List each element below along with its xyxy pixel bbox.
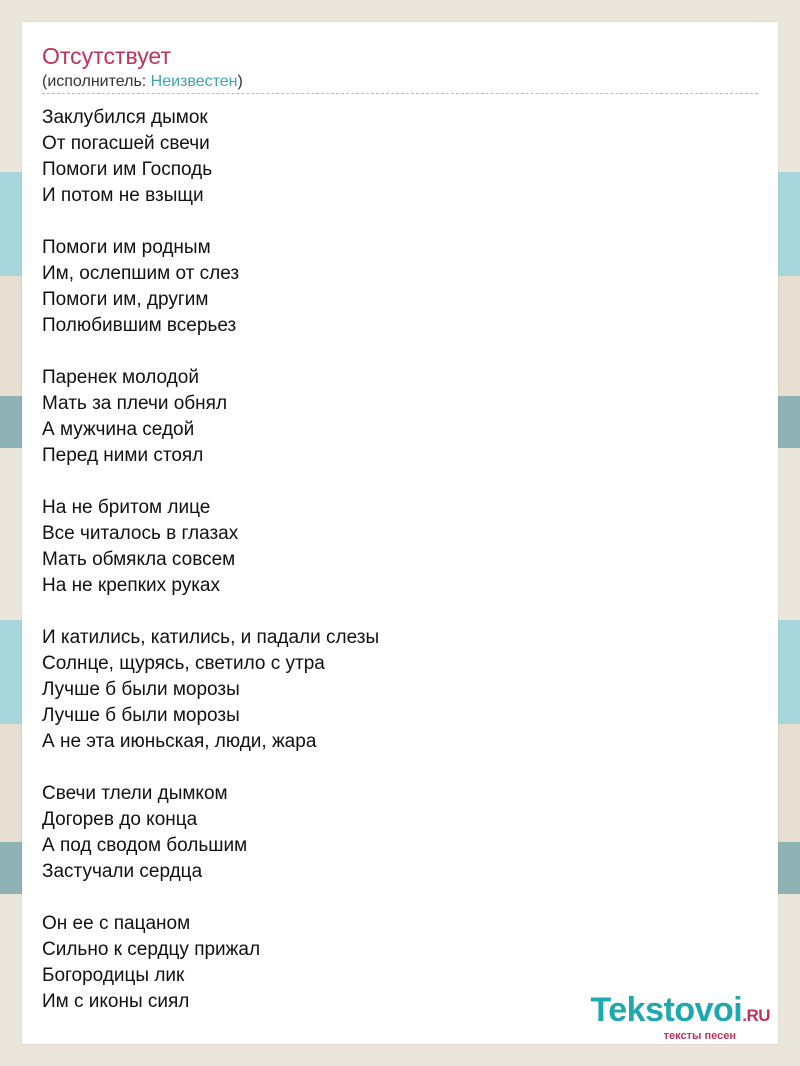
lyrics-line: Солнце, щурясь, светило с утра [42,653,325,674]
logo-tld: .RU [742,1006,770,1025]
lyrics-line: Все читалось в глазах [42,523,239,544]
lyrics-stanza [42,105,742,209]
artist-suffix: ) [237,73,243,90]
artist-prefix: (исполнитель: [42,73,151,90]
song-title: Отсутствует [42,43,171,69]
lyrics-line: Лучше б были морозы [42,679,240,700]
lyrics-line: А мужчина седой [42,419,195,440]
lyrics-line: Перед ними стоял [42,445,204,466]
lyrics-line: Помоги им, другим [42,289,209,310]
lyrics-stanza [42,781,742,885]
lyrics-line: От погасшей свечи [42,133,210,154]
lyrics-text [42,105,742,1041]
lyrics-line: Им с иконы сиял [42,991,190,1012]
lyrics-line: Помоги им Господь [42,159,213,180]
lyrics-line: Богородицы лик [42,965,185,986]
lyrics-line: Помоги им родным [42,237,211,258]
lyrics-line: Сильно к сердцу прижал [42,939,261,960]
lyrics-line: Полюбившим всерьез [42,315,237,336]
lyrics-line: Мать за плечи обнял [42,393,228,414]
lyrics-line: Лучше б были морозы [42,705,240,726]
lyrics-line: Он ее с пацаном [42,913,191,934]
site-logo[interactable] [591,992,770,1042]
lyrics-line: И потом не взыщи [42,185,204,206]
lyrics-line: А под сводом большим [42,835,248,856]
lyrics-line: И катились, катились, и падали слезы [42,627,380,648]
lyrics-line: На не бритом лице [42,497,211,518]
lyrics-line: Им, ослепшим от слез [42,263,240,284]
lyrics-line: Заклубился дымок [42,107,208,128]
logo-name: Tekstovoi [590,991,743,1029]
lyrics-stanza [42,365,742,469]
lyrics-line: Паренек молодой [42,367,199,388]
lyrics-card [22,22,778,1044]
title-divider [42,93,758,94]
artist-line [42,72,243,92]
lyrics-stanza [42,235,742,339]
logo-tagline: тексты песен [663,1030,736,1042]
lyrics-line: Мать обмякла совсем [42,549,236,570]
lyrics-line: А не эта июньская, люди, жара [42,731,317,752]
lyrics-line: Догорев до конца [42,809,198,830]
lyrics-stanza [42,495,742,599]
artist-link[interactable]: Неизвестен [150,73,238,90]
lyrics-line: Свечи тлели дымком [42,783,228,804]
lyrics-stanza [42,625,742,755]
lyrics-line: Застучали сердца [42,861,203,882]
lyrics-line: На не крепких руках [42,575,220,596]
